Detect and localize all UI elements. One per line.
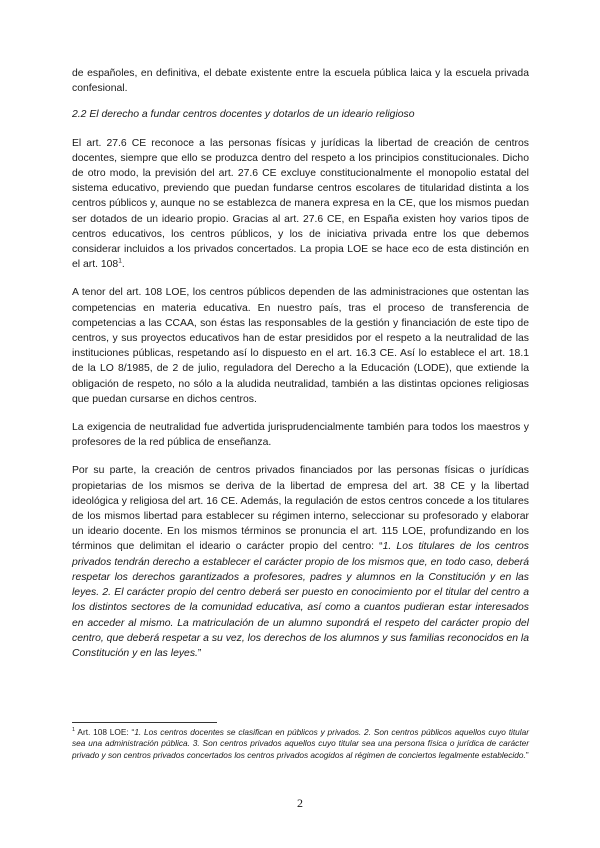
paragraph-art-27-6-text: El art. 27.6 CE reconoce a las personas físicas y jurídicas la libertad de creación de centros docentes, siempre que ello se produzca dentro del respeto a los principios constitucionales. Dicho de otro modo, la previsión del art. 27.6 CE excluye constitucionalmente el monopolio estatal del sistema educativo, previendo que puedan fundarse centros escolares de titularidad distinta a los centros públicos y, aunque no se establezca de manera expresa en la CE, que los mismos puedan ser dotados de un ideario propio. Gracias al art. 27.6 CE, en España existen hoy varios tipos de centros educativos, los centros públicos, y los de iniciativa privada entre los que debemos considerar incluidos a los privados concertados. La propia LOE se hace eco de esta distinción en el art. 108 bbox=[72, 137, 529, 271]
quote-close-mark: ” bbox=[197, 647, 202, 659]
footnote-separator bbox=[72, 722, 217, 723]
intro-paragraph: de españoles, en definitiva, el debate existente entre la escuela pública laica y la escuela privada confesional. bbox=[72, 68, 529, 95]
footnote-lead: Art. 108 LOE: “ bbox=[75, 727, 135, 737]
paragraph-neutralidad: La exigencia de neutralidad fue advertida jurisprudencialmente también para todos los maestros y profesores de la red pública de enseñanza. bbox=[72, 422, 529, 449]
paragraph-centros-privados bbox=[72, 463, 529, 661]
paragraph-art-108: A tenor del art. 108 LOE, los centros públicos dependen de las administraciones que ostentan las competencias en materia educativa. En nuestro país, tras el proceso de transferencia de competencias a las CCAA, son éstas las responsables de la gestión y financiación de este tipo de centros, y sus proyectos educativos han de estar presididos por el respeto a la neutralidad de las instituciones públicas, respetando así lo dispuesto en el art. 16.3 CE. Así lo establece el art. 18.1 de la LO 8/1985, de 2 de julio, reguladora del Derecho a la Educación (LODE), que extiende la obligación de respeto, no sólo a la aludida neutralidad, también a las distintas opciones religiosas que puedan cursarse en dichos centros. bbox=[72, 287, 529, 405]
footnote bbox=[72, 727, 529, 761]
page-number: 2 bbox=[297, 796, 303, 810]
art-115-quote: 1. Los titulares de los centros privados tendrán derecho a establecer el carácter propio de los mismos que, en todo caso, deberá respetar los derechos garantizados a profesores, padres y alumnos en la Constitución y en las leyes. 2. El carácter propio del centro deberá ser puesto en conocimiento por el titular del centro a los distintos sectores de la comunidad educativa, así como a cuantos pudieran estar interesados en acceder al mismo. La matriculación de un alumno supondrá el respeto del carácter propio del centro, que deberá respetar a su vez, los derechos de los alumnos y sus familias reconocidos en la Constitución y en las leyes. bbox=[72, 541, 530, 659]
paragraph-centros-privados-lead: Por su parte, la creación de centros privados financiados por las personas físicas o jurídicas propietarias de los mismos se deriva de la libertad de empresa del art. 38 CE y la libertad ideológica y religiosa del art. 16 CE. Además, la regulación de estos centros concede a los titulares de los mismos libertad para establecer su régimen interno, seleccionar su profesorado y elaborar un ideario docente. En los mismos términos se pronuncia el art. 115 LOE, profundizando en los términos que delimitan el ideario o carácter propio del centro: “ bbox=[72, 465, 529, 553]
footnote-marker: 1 bbox=[72, 727, 76, 734]
footnote-quote: 1. Los centros docentes se clasifican en públicos y privados. 2. Son centros públicos aquellos cuyo titular sea una administración pública. 3. Son centros privados aquellos cuyo titular sea una persona física o jurídica de carácter privado y son centros privados concertados los centros privados acogidos al régimen de conciertos legalmente establecido. bbox=[72, 727, 530, 760]
footnote-close-mark: ” bbox=[525, 749, 529, 760]
paragraph-art-27-6-end: . bbox=[121, 259, 125, 271]
body-text bbox=[72, 66, 529, 661]
footnote-reference[interactable]: 1 bbox=[118, 257, 122, 265]
paragraph-art-27-6 bbox=[72, 136, 529, 273]
section-heading: 2.2 El derecho a fundar centros docentes y dotarlos de un ideario religioso bbox=[72, 109, 415, 121]
